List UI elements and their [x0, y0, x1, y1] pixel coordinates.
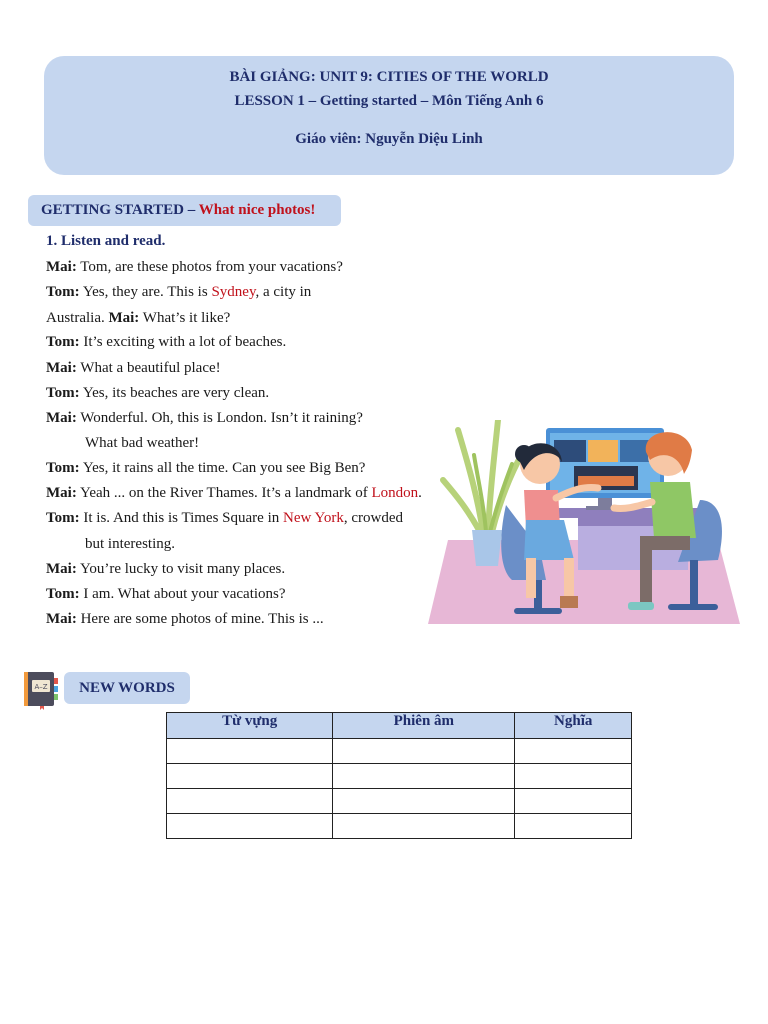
- dialogue-text: Australia.: [46, 310, 109, 326]
- dialogue-text: Wonderful. Oh, this is London. Isn’t it raining?: [76, 410, 363, 426]
- table-cell[interactable]: [515, 814, 632, 839]
- dialogue-text: Here are some photos of mine. This is ...: [76, 611, 324, 627]
- table-cell[interactable]: [167, 739, 333, 764]
- speaker-name: Mai:: [46, 259, 77, 275]
- table-row: [167, 764, 632, 789]
- dialogue-text: What’s it like?: [139, 310, 231, 326]
- dialogue-line: [46, 259, 343, 276]
- dialogue-line: [46, 385, 269, 402]
- getting-started-subtitle: What nice photos!: [198, 202, 316, 218]
- table-cell[interactable]: [333, 764, 515, 789]
- dialogue-text: .: [418, 485, 422, 501]
- column-header-meaning: Nghĩa: [515, 713, 632, 739]
- table-row: [167, 739, 632, 764]
- speaker-name: Mai:: [46, 611, 77, 627]
- new-words-banner: NEW WORDS: [64, 672, 190, 704]
- dialogue-line: [46, 310, 230, 327]
- getting-started-label: GETTING STARTED –: [41, 202, 196, 218]
- speaker-name: Tom:: [46, 334, 80, 350]
- speaker-name: Tom:: [46, 460, 80, 476]
- table-cell[interactable]: [333, 739, 515, 764]
- dialogue-text: It is. And this is Times Square in: [79, 510, 283, 526]
- teacher-name: Giáo viên: Nguyễn Diệu Linh: [295, 131, 483, 147]
- dialogue-line: [46, 360, 221, 377]
- dialogue-line: [46, 586, 286, 603]
- table-cell[interactable]: [333, 814, 515, 839]
- dialogue-text: I am. What about your vacations?: [79, 586, 286, 602]
- table-cell[interactable]: [333, 789, 515, 814]
- getting-started-banner: [28, 195, 341, 226]
- vocabulary-table: [166, 712, 632, 839]
- children-at-computer-illustration: [428, 420, 740, 626]
- lesson-subtitle: LESSON 1 – Getting started – Môn Tiếng Anh 6: [234, 93, 544, 109]
- speaker-name: Mai:: [108, 310, 140, 326]
- dialogue-text: Yes, they are. This is: [79, 284, 212, 300]
- dialogue-line: [46, 510, 403, 527]
- dialogue-text: Tom, are these photos from your vacations?: [76, 259, 343, 275]
- speaker-name: Tom:: [46, 510, 80, 526]
- dialogue-text: but interesting.: [85, 536, 175, 552]
- table-cell[interactable]: [167, 814, 333, 839]
- column-header-vocabulary: Từ vựng: [167, 713, 333, 739]
- dialogue-text: You’re lucky to visit many places.: [76, 561, 286, 577]
- speaker-name: Mai:: [46, 410, 77, 426]
- dialogue-line: [46, 410, 363, 427]
- dialogue-line: [46, 334, 286, 351]
- place-name: New York: [283, 510, 344, 526]
- dialogue-text: , a city in: [255, 284, 312, 300]
- dialogue-line: [46, 284, 311, 301]
- dialogue-text: What a beautiful place!: [76, 360, 221, 376]
- table-cell[interactable]: [515, 789, 632, 814]
- dialogue-line: [46, 611, 324, 628]
- dialogue-text: What bad weather!: [85, 435, 200, 451]
- speaker-name: Mai:: [46, 485, 77, 501]
- table-cell[interactable]: [167, 764, 333, 789]
- dialogue-line: [46, 485, 422, 502]
- speaker-name: Tom:: [46, 586, 80, 602]
- table-row: [167, 814, 632, 839]
- dialogue-line: [85, 536, 175, 553]
- speaker-name: Mai:: [46, 561, 77, 577]
- dialogue-line: [46, 460, 365, 477]
- column-header-pronunciation: Phiên âm: [333, 713, 515, 739]
- svg-text:A–Z: A–Z: [34, 683, 48, 691]
- place-name: London: [371, 485, 419, 501]
- dialogue-text: Yes, it rains all the time. Can you see Big Ben?: [79, 460, 366, 476]
- dialogue-text: , crowded: [343, 510, 403, 526]
- dialogue-line: [85, 435, 199, 452]
- speaker-name: Tom:: [46, 284, 80, 300]
- speaker-name: Tom:: [46, 385, 80, 401]
- table-row: [167, 789, 632, 814]
- dictionary-book-icon: [22, 670, 60, 710]
- speaker-name: Mai:: [46, 360, 77, 376]
- table-cell[interactable]: [515, 764, 632, 789]
- lesson-header: [44, 56, 734, 175]
- place-name: Sydney: [211, 284, 256, 300]
- table-header-row: [167, 713, 632, 739]
- table-cell[interactable]: [515, 739, 632, 764]
- dialogue-text: It’s exciting with a lot of beaches.: [79, 334, 287, 350]
- dialogue-line: [46, 561, 285, 578]
- table-cell[interactable]: [167, 789, 333, 814]
- dialogue-text: Yes, its beaches are very clean.: [79, 385, 270, 401]
- dialogue-text: Yeah ... on the River Thames. It’s a landmark of: [76, 485, 372, 501]
- exercise-title: 1. Listen and read.: [46, 233, 166, 249]
- lesson-title: BÀI GIẢNG: UNIT 9: CITIES OF THE WORLD: [229, 69, 549, 85]
